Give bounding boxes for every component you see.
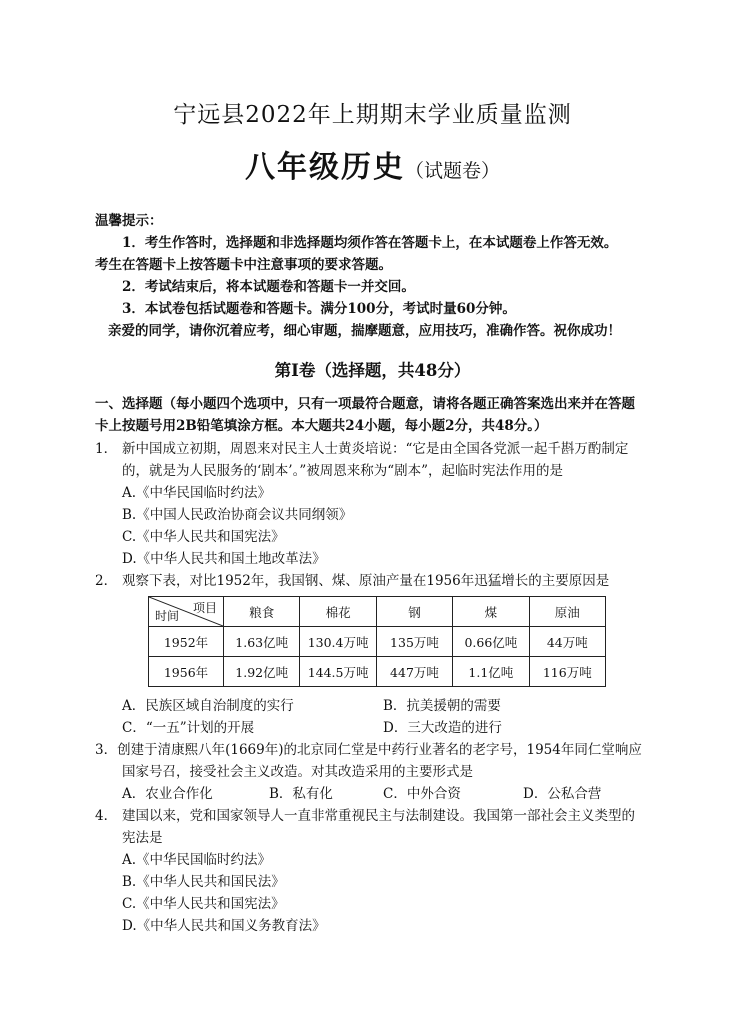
table-row-year: 1956年 bbox=[149, 657, 224, 687]
tip-1-continued: 考生在答题卡上按答题卡中注意事项的要求答题。 bbox=[95, 257, 392, 273]
table-cell: 44万吨 bbox=[529, 627, 605, 657]
q2-option-a: A．民族区域自治制度的实行 bbox=[122, 698, 294, 714]
table-cell: 1.63亿吨 bbox=[224, 627, 300, 657]
q1-option-a: A.《中华民国临时约法》 bbox=[122, 485, 272, 501]
q4-option-b: B.《中华人民共和国民法》 bbox=[122, 874, 285, 890]
table-header-cell: 原油 bbox=[529, 597, 605, 627]
table-cell: 1.92亿吨 bbox=[224, 657, 300, 687]
q1-option-d: D.《中华人民共和国土地改革法》 bbox=[122, 551, 326, 567]
q2-option-d: D．三大改造的进行 bbox=[383, 720, 502, 736]
table-header-cell: 棉花 bbox=[300, 597, 376, 627]
q4-stem-1: 建国以来，党和国家领导人一直非常重视民主与法制建设。我国第一部社会主义类型的 bbox=[122, 808, 635, 824]
q4-option-d: D.《中华人民共和国义务教育法》 bbox=[122, 918, 326, 934]
q3-option-d: D．公私合营 bbox=[523, 786, 602, 802]
section-instructions-1: 一、选择题（每小题四个选项中，只有一项最符合题意，请将各题正确答案选出来并在答题 bbox=[95, 396, 635, 412]
tip-2: 2．考试结束后，将本试题卷和答题卡一并交回。 bbox=[122, 279, 415, 295]
table-row-year: 1952年 bbox=[149, 627, 224, 657]
table-header-cell: 钢 bbox=[376, 597, 452, 627]
table-cell: 447万吨 bbox=[376, 657, 452, 687]
section-instructions-2: 卡上按题号用2B铅笔填涂方框。本大题共24小题，每小题2分，共48分。） bbox=[95, 418, 548, 434]
table-cell: 135万吨 bbox=[376, 627, 452, 657]
corner-label-item: 项目 bbox=[192, 601, 217, 615]
q1-option-b: B.《中国人民政治协商会议共同纲领》 bbox=[122, 507, 353, 523]
q1-stem-2: 的，就是为人民服务的‘剧本’。”被周恩来称为“剧本”，起临时宪法作用的是 bbox=[122, 463, 564, 479]
q2-option-c: C．“一五”计划的开展 bbox=[122, 720, 255, 736]
section-title: 第Ⅰ卷（选择题，共48分） bbox=[274, 361, 471, 380]
subject-name: 八年级历史 bbox=[244, 150, 405, 185]
tip-3: 3．本试卷包括试题卷和答题卡。满分100分，考试时量60分钟。 bbox=[122, 301, 516, 317]
table-cell: 116万吨 bbox=[529, 657, 605, 687]
subject-title bbox=[0, 142, 745, 186]
paper-type: （试题卷） bbox=[404, 160, 500, 182]
q2-number: 2． bbox=[95, 573, 118, 589]
table-header-row bbox=[149, 597, 606, 627]
tip-encouragement: 亲爱的同学，请你沉着应考，细心审题，揣摩题意，应用技巧，准确作答。祝你成功！ bbox=[108, 323, 621, 339]
q3-option-c: C．中外合资 bbox=[383, 786, 461, 802]
production-table bbox=[148, 596, 606, 687]
q3-option-a: A．农业合作化 bbox=[122, 786, 213, 802]
corner-label-time: 时间 bbox=[155, 609, 180, 623]
table-header-cell: 粮食 bbox=[224, 597, 300, 627]
q1-option-c: C.《中华人民共和国宪法》 bbox=[122, 529, 285, 545]
q4-option-c: C.《中华人民共和国宪法》 bbox=[122, 896, 285, 912]
table-cell: 144.5万吨 bbox=[300, 657, 376, 687]
exam-title: 宁远县2022年上期期末学业质量监测 bbox=[173, 102, 572, 128]
tip-1: 1．考生作答时，选择题和非选择题均须作答在答题卡上，在本试题卷上作答无效。 bbox=[122, 235, 618, 251]
q4-option-a: A.《中华民国临时约法》 bbox=[122, 852, 272, 868]
q3-stem-1: 3．创建于清康熙八年(1669年)的北京同仁堂是中药行业著名的老字号，1954年同仁堂响应 bbox=[95, 742, 642, 758]
q3-stem-2: 国家号召，接受社会主义改造。对其改造采用的主要形式是 bbox=[122, 764, 473, 780]
q1-stem-1: 新中国成立初期，周恩来对民主人士黄炎培说：“它是由全国各党派一起千斟万酌制定 bbox=[122, 441, 629, 457]
table-cell: 0.66亿吨 bbox=[453, 627, 529, 657]
q4-stem-2: 宪法是 bbox=[122, 830, 163, 846]
table-header-cell: 煤 bbox=[453, 597, 529, 627]
table-row bbox=[149, 627, 606, 657]
table-cell: 130.4万吨 bbox=[300, 627, 376, 657]
q1-number: 1． bbox=[95, 441, 118, 457]
table-row bbox=[149, 657, 606, 687]
q2-option-b: B．抗美援朝的需要 bbox=[383, 698, 501, 714]
q4-number: 4． bbox=[95, 808, 118, 824]
tips-heading: 温馨提示： bbox=[95, 213, 163, 229]
q2-stem: 观察下表，对比1952年，我国钢、煤、原油产量在1956年迅猛增长的主要原因是 bbox=[122, 573, 610, 589]
table-cell: 1.1亿吨 bbox=[453, 657, 529, 687]
table-corner-cell bbox=[149, 597, 224, 627]
q3-option-b: B．私有化 bbox=[269, 786, 333, 802]
